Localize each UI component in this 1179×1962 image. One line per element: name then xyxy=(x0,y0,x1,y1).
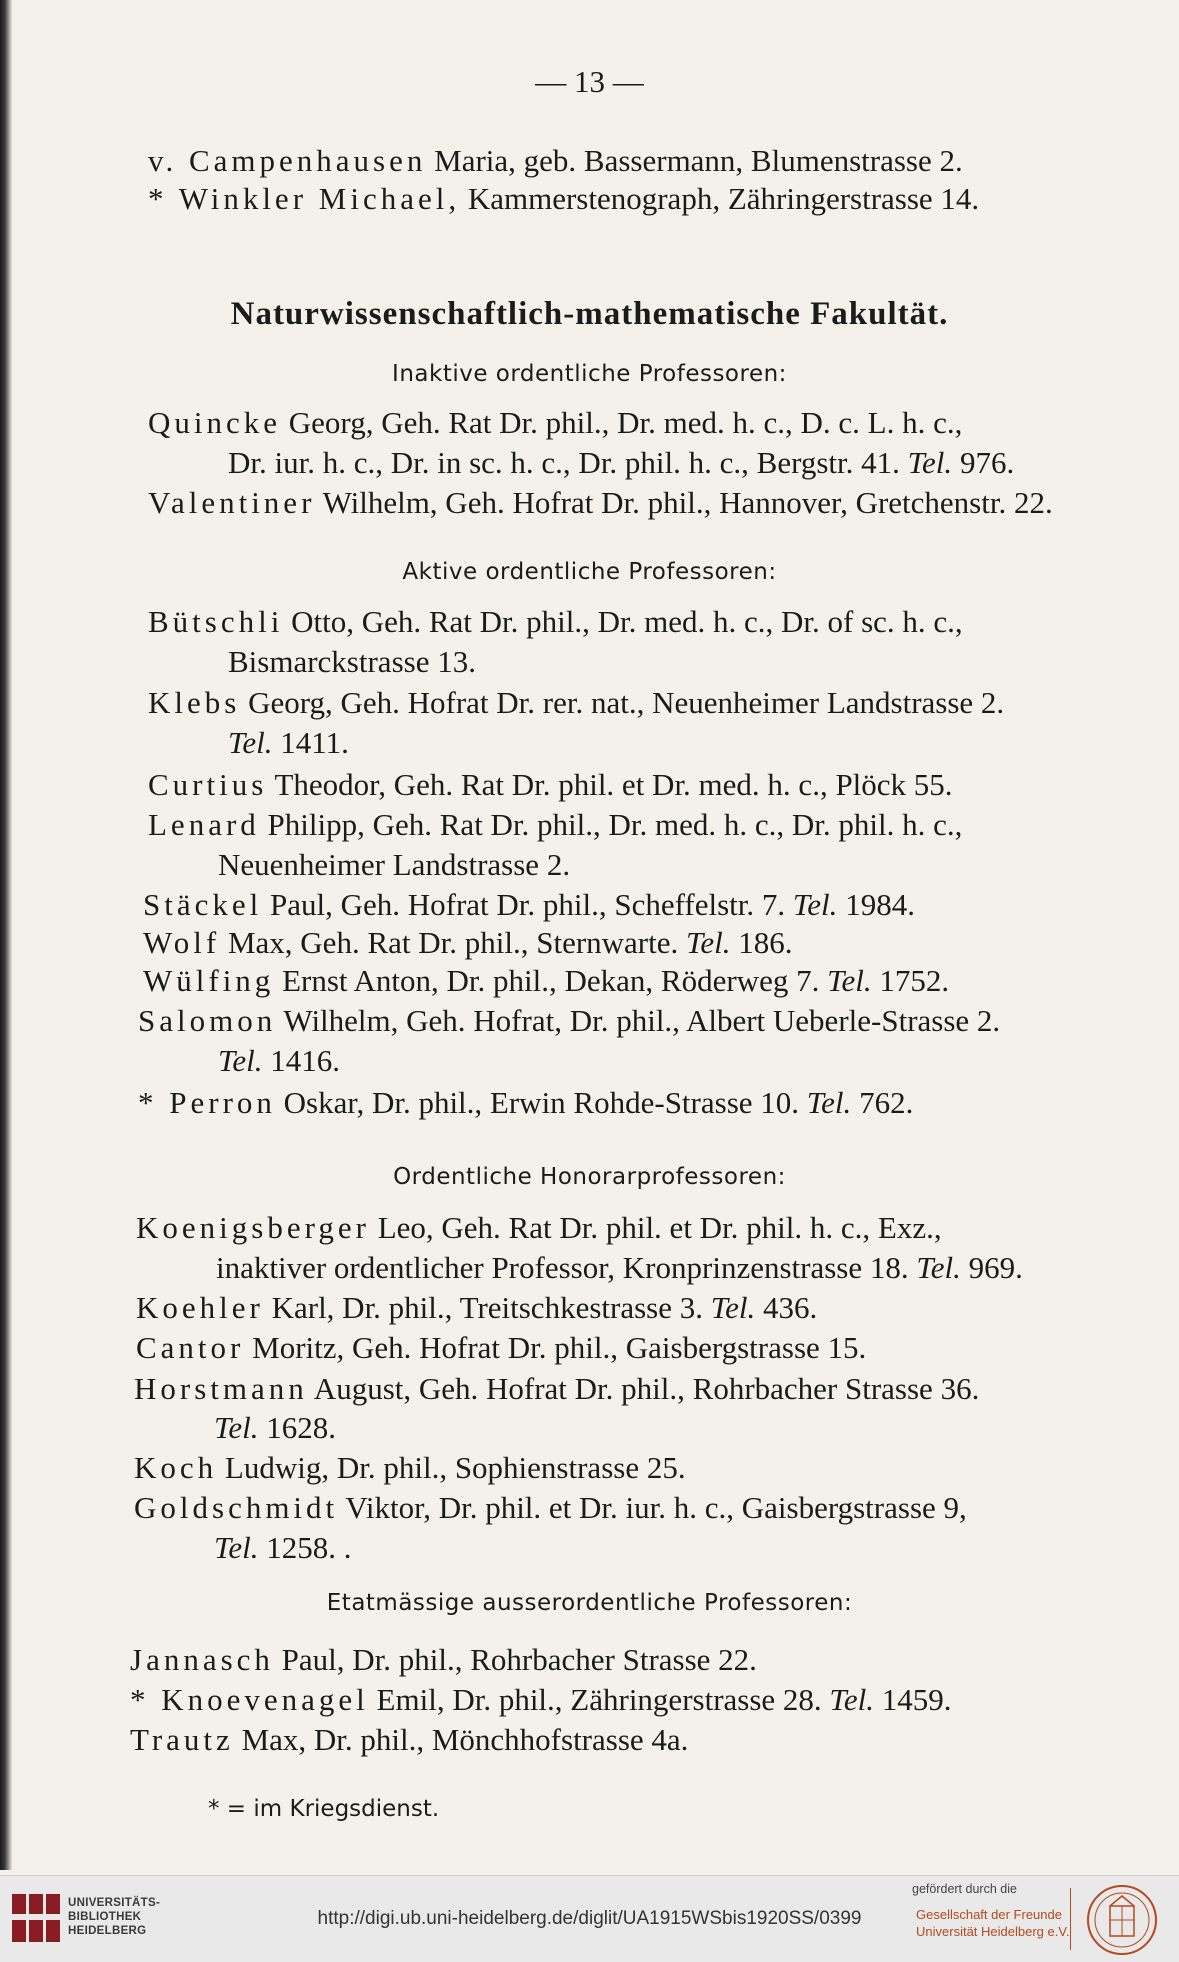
entry-jannasch xyxy=(130,1640,757,1680)
entry-text: Max, Geh. Rat Dr. phil., Sternwarte. xyxy=(220,925,686,960)
entry-name: Koch xyxy=(134,1450,218,1485)
tel-number: 1416. xyxy=(262,1043,341,1078)
entry-text: Ludwig, Dr. phil., Sophienstrasse 25. xyxy=(217,1450,686,1485)
entry-name: Klebs xyxy=(148,685,241,720)
entry-text: Moritz, Geh. Hofrat Dr. phil., Gaisbergstrasse 15. xyxy=(244,1330,867,1365)
tel-number: 976. xyxy=(952,445,1015,480)
tel-label: Tel. xyxy=(710,1290,756,1325)
entry-name: Valentiner xyxy=(148,485,316,520)
entry-perron xyxy=(138,1083,913,1123)
tel-label: Tel. xyxy=(218,1043,263,1078)
library-name-line: BIBLIOTHEK xyxy=(68,1911,142,1923)
entry-text: Wilhelm, Geh. Hofrat Dr. phil., Hannover, Gretchenstr. 22. xyxy=(315,485,1053,520)
faculty-heading: Naturwissenschaftlich-mathematische Fakultät. xyxy=(230,296,949,332)
entry-text: Emil, Dr. phil., Zähringerstrasse 28. xyxy=(368,1682,830,1717)
entry-salomon xyxy=(138,1001,1000,1041)
tel-label: Tel. xyxy=(792,887,838,922)
tel-number: 436. xyxy=(755,1290,818,1325)
entry-name: Bütschli xyxy=(148,604,284,639)
permalink-url[interactable]: http://digi.ub.uni-heidelberg.de/diglit/UA1915WSbis1920SS/0399 xyxy=(317,1908,862,1929)
entry-name: Quincke xyxy=(148,405,282,440)
entry-goldschmidt xyxy=(134,1488,967,1528)
library-name-line: UNIVERSITÄTS- xyxy=(68,1897,161,1909)
entry-text: Ernst Anton, Dr. phil., Dekan, Röderweg 7. xyxy=(274,963,828,998)
entry-name: Horstmann xyxy=(134,1371,308,1406)
tel-label: Tel. xyxy=(907,445,953,480)
footer-divider xyxy=(1070,1888,1071,1950)
entry-name: * Perron xyxy=(138,1085,276,1120)
society-name-line: Universität Heidelberg e.V. xyxy=(916,1924,1070,1939)
entry-text: Viktor, Dr. phil. et Dr. iur. h. c., Gaisbergstrasse 9, xyxy=(338,1490,967,1525)
entry-text: Philipp, Geh. Rat Dr. phil., Dr. med. h. c., Dr. phil. h. c., xyxy=(259,807,963,842)
tel-number: 1411. xyxy=(272,725,349,760)
entry-goldschmidt-cont xyxy=(214,1528,352,1568)
entry-text: Karl, Dr. phil., Treitschkestrasse 3. xyxy=(263,1290,711,1325)
entry-horstmann-cont xyxy=(214,1408,336,1448)
entry-text: Paul, Dr. phil., Rohrbacher Strasse 22. xyxy=(273,1642,757,1677)
entry-text: Wilhelm, Geh. Hofrat, Dr. phil., Albert Ueberle-Strasse 2. xyxy=(276,1003,1001,1038)
entry-name: Koenigsberger xyxy=(136,1210,370,1245)
entry-text: Otto, Geh. Rat Dr. phil., Dr. med. h. c., Dr. of sc. h. c., xyxy=(283,604,963,639)
entry-name: Stäckel xyxy=(143,887,263,922)
section-heading-honorary: Ordentliche Honorarprofessoren: xyxy=(393,1164,786,1190)
entry-salomon-cont xyxy=(218,1041,340,1081)
tel-label: Tel. xyxy=(829,1682,874,1717)
entry-valentiner xyxy=(148,483,1053,523)
entry-text: Georg, Geh. Rat Dr. phil., Dr. med. h. c., D. c. L. h. c., xyxy=(281,405,963,440)
entry-text: inaktiver ordentlicher Professor, Kronprinzenstrasse 18. xyxy=(216,1250,917,1285)
entry-text: Theodor, Geh. Rat Dr. phil. et Dr. med. h. c., Plöck 55. xyxy=(267,767,953,802)
tel-label: Tel. xyxy=(686,925,731,960)
tel-number: 1752. xyxy=(871,963,950,998)
entry-text: Leo, Geh. Rat Dr. phil. et Dr. phil. h. c., Exz., xyxy=(369,1210,942,1245)
tel-label: Tel. xyxy=(214,1530,259,1565)
entry-trautz xyxy=(130,1720,688,1760)
tel-number: 969. xyxy=(960,1250,1023,1285)
entry-text: Paul, Geh. Hofrat Dr. phil., Scheffelstr. 7. xyxy=(262,887,793,922)
entry-text: Georg, Geh. Hofrat Dr. rer. nat., Neuenheimer Landstrasse 2. xyxy=(240,685,1005,720)
entry-name: Curtius xyxy=(148,767,268,802)
entry-text: August, Geh. Hofrat Dr. phil., Rohrbacher Strasse 36. xyxy=(307,1371,980,1406)
tel-label: Tel. xyxy=(214,1410,259,1445)
section-heading-inactive: Inaktive ordentliche Professoren: xyxy=(392,361,787,387)
library-name-line: HEIDELBERG xyxy=(68,1925,147,1937)
entry-quincke-cont xyxy=(228,443,1014,483)
tel-number: 1984. xyxy=(837,887,915,922)
entry-name: Jannasch xyxy=(130,1642,274,1677)
tel-label: Tel. xyxy=(228,725,273,760)
society-name-line: Gesellschaft der Freunde xyxy=(916,1907,1062,1922)
entry-name: Wülfing xyxy=(143,963,275,998)
entry-text: Max, Dr. phil., Mönchhofstrasse 4a. xyxy=(233,1722,689,1757)
entry-text: Oskar, Dr. phil., Erwin Rohde-Strasse 10. xyxy=(275,1085,807,1120)
entry-name: Lenard xyxy=(148,807,260,842)
entry-text: Kammerstenograph, Zähringerstrasse 14. xyxy=(460,181,980,216)
entry-quincke xyxy=(148,403,962,443)
section-heading-active: Aktive ordentliche Professoren: xyxy=(402,559,777,585)
entry-curtius xyxy=(148,765,953,805)
tel-number: 762. xyxy=(851,1085,914,1120)
entry-koenigsberger xyxy=(136,1208,942,1248)
entry-name: Salomon xyxy=(138,1003,277,1038)
digitization-footer xyxy=(0,1875,1179,1962)
entry-horstmann xyxy=(134,1369,979,1409)
tel-label: Tel. xyxy=(806,1085,852,1120)
entry-name: Koehler xyxy=(136,1290,264,1325)
entry-cantor xyxy=(136,1328,866,1368)
tel-number: 186. xyxy=(730,925,793,960)
tel-label: Tel. xyxy=(827,963,872,998)
entry-koehler xyxy=(136,1288,817,1328)
entry-name: Trautz xyxy=(130,1722,234,1757)
entry-butschli xyxy=(148,602,963,642)
society-name xyxy=(916,1906,1069,1940)
entry-name: * Winkler Michael, xyxy=(148,181,461,216)
entry-wolf xyxy=(143,923,793,963)
entry-text: Dr. iur. h. c., Dr. in sc. h. c., Dr. phil. h. c., Bergstr. 41. xyxy=(228,445,908,480)
entry-lenard xyxy=(148,805,962,845)
entry-klebs xyxy=(148,683,1004,723)
entry-butschli-cont: Bismarckstrasse 13. xyxy=(228,644,476,679)
entry-lenard-cont: Neuenheimer Landstrasse 2. xyxy=(218,847,571,882)
entry-koenigsberger-cont xyxy=(216,1248,1023,1288)
entry-stackel xyxy=(143,885,915,925)
entry-name: Cantor xyxy=(136,1330,245,1365)
entry-text: Maria, geb. Bassermann, Blumenstrasse 2. xyxy=(426,143,963,178)
funded-by-label: gefördert durch die xyxy=(912,1882,1017,1896)
entry-name: * Knoevenagel xyxy=(130,1682,369,1717)
entry-wulfing xyxy=(143,961,949,1001)
entry-name: Wolf xyxy=(143,925,221,960)
entry-koch xyxy=(134,1448,686,1488)
entry-winkler xyxy=(148,179,979,219)
tel-label: Tel. xyxy=(916,1250,961,1285)
entry-campenhausen xyxy=(148,141,963,181)
university-seal-icon xyxy=(1086,1884,1158,1956)
tel-number: 1258. . xyxy=(258,1530,352,1565)
entry-knoevenagel xyxy=(130,1680,951,1720)
page-number: — 13 — xyxy=(535,64,644,99)
entry-name: v. Campenhausen xyxy=(148,143,427,178)
footnote: * = im Kriegsdienst. xyxy=(208,1796,440,1822)
tel-number: 1459. xyxy=(873,1682,952,1717)
entry-name: Goldschmidt xyxy=(134,1490,339,1525)
entry-klebs-cont xyxy=(228,723,349,763)
section-heading-extraordinary: Etatmässige ausserordentliche Professoren: xyxy=(326,1590,853,1616)
tel-number: 1628. xyxy=(258,1410,337,1445)
